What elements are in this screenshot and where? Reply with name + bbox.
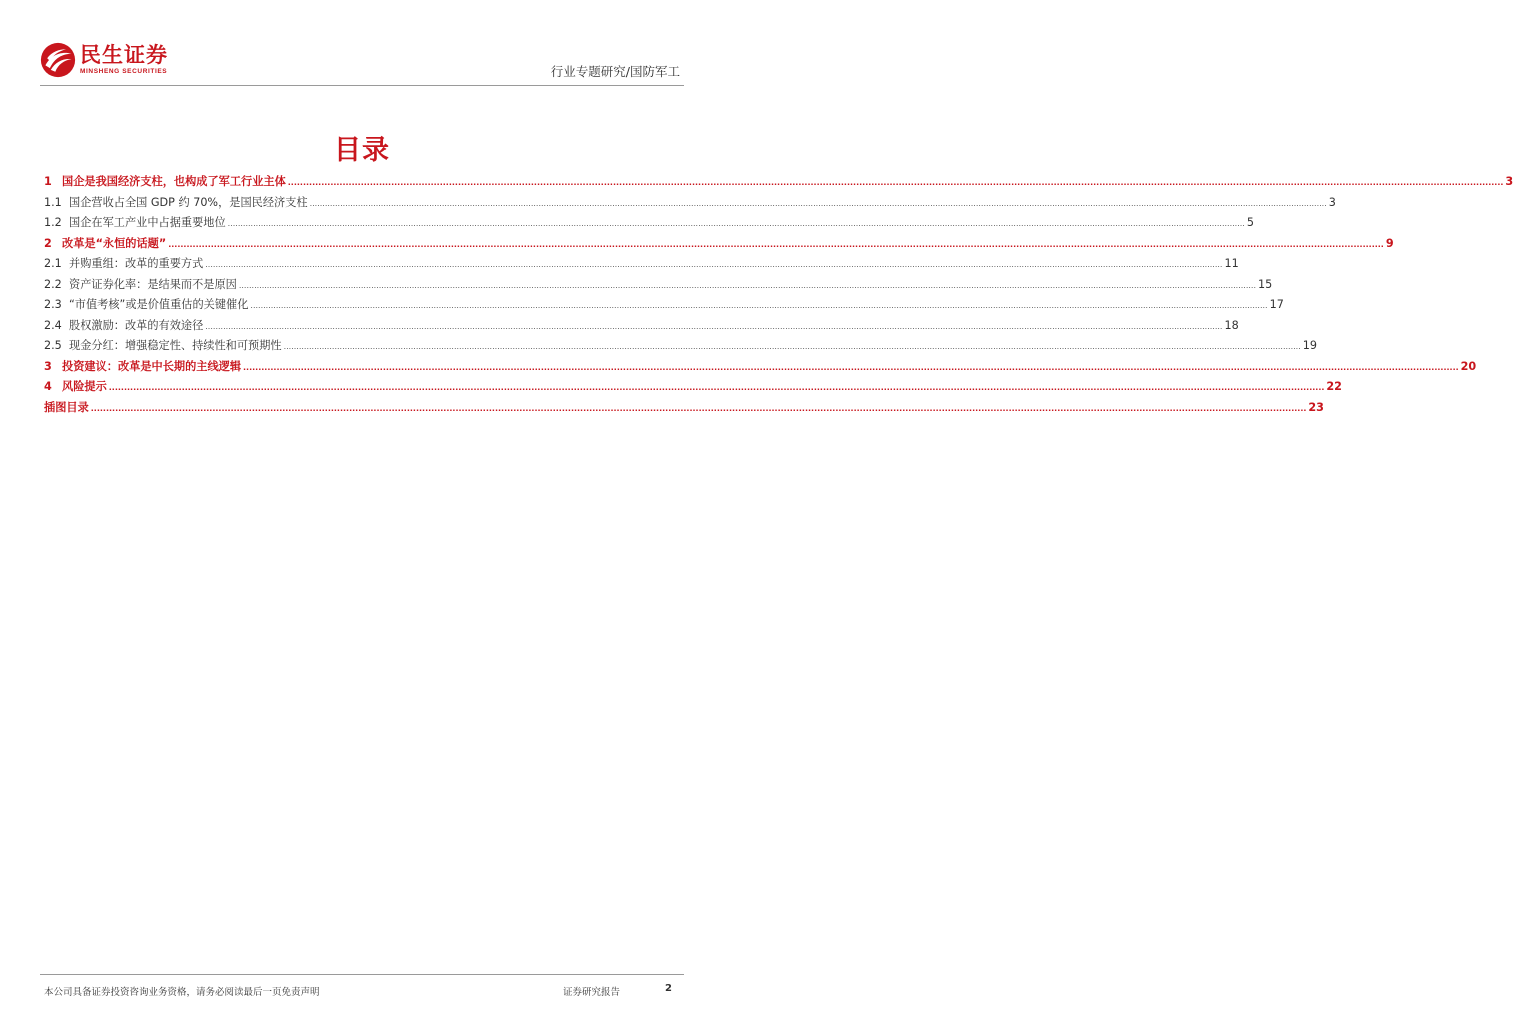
- toc-entry-number: 2: [44, 236, 52, 250]
- toc-entry[interactable]: [44, 173, 1513, 194]
- toc-entry-page: 9: [1385, 236, 1394, 250]
- toc-entry-number: 1.1: [44, 195, 62, 209]
- toc-leader-dots: ................................................................................................................................................................................................................................................................................................................................................................................................................: [243, 362, 1459, 372]
- toc-entry[interactable]: [44, 358, 1477, 379]
- toc-entry[interactable]: [44, 378, 1342, 399]
- toc-entry-text: 投资建议：改革是中长期的主线逻辑: [62, 359, 242, 373]
- page-title: 目录: [334, 135, 390, 166]
- toc-entry-text: 国企在军工产业中占据重要地位: [69, 216, 226, 229]
- toc-entry-label: [44, 194, 308, 210]
- header-divider: [40, 85, 684, 86]
- toc-entry-number: 2.2: [44, 277, 62, 291]
- logo-chinese-name: 民生证券: [80, 43, 168, 67]
- toc-leader-dots: ................................................................................................................................................................................................................................................................................................................................................................................................................: [205, 260, 1223, 269]
- toc-entry-label: [44, 276, 237, 292]
- toc-entry-number: 1.2: [44, 216, 62, 229]
- toc-entry-label: [44, 358, 241, 374]
- toc-entry-page: 17: [1269, 298, 1284, 311]
- toc-entry-label: [44, 255, 203, 271]
- page-number: 2: [665, 983, 672, 994]
- toc-leader-dots: ................................................................................................................................................................................................................................................................................................................................................................................................................: [283, 342, 1301, 351]
- toc-entry-text: “市值考核”或是价值重估的关键催化: [69, 298, 249, 311]
- toc-entry-page: 19: [1302, 339, 1318, 352]
- table-of-contents: [44, 173, 1513, 419]
- toc-entry[interactable]: [44, 317, 1239, 338]
- toc-entry-label: [44, 399, 89, 415]
- toc-entry-number: 2.4: [44, 318, 62, 332]
- page-header: [40, 38, 684, 86]
- toc-entry-text: 插图目录: [44, 400, 89, 414]
- toc-leader-dots: ................................................................................................................................................................................................................................................................................................................................................................................................................: [227, 219, 1245, 228]
- toc-entry[interactable]: [44, 214, 1254, 235]
- toc-leader-dots: ................................................................................................................................................................................................................................................................................................................................................................................................................: [90, 403, 1307, 413]
- toc-entry-label: [44, 317, 203, 333]
- toc-entry-text: 改革是“永恒的话题”: [62, 236, 167, 250]
- toc-entry[interactable]: [44, 399, 1324, 420]
- toc-entry-label: [44, 296, 248, 312]
- toc-entry-number: 4: [44, 380, 52, 393]
- company-logo: [40, 42, 168, 78]
- toc-entry-page: 22: [1326, 380, 1342, 393]
- logo-english-name: MINSHENG SECURITIES: [80, 68, 168, 75]
- toc-entry-page: 11: [1224, 257, 1239, 270]
- toc-entry[interactable]: [44, 235, 1394, 256]
- toc-entry-number: 2.1: [44, 257, 62, 270]
- toc-entry[interactable]: [44, 296, 1284, 317]
- toc-leader-dots: ................................................................................................................................................................................................................................................................................................................................................................................................................: [108, 383, 1325, 392]
- toc-entry-label: [44, 214, 226, 230]
- toc-entry-text: 并购重组：改革的重要方式: [69, 257, 204, 270]
- toc-entry-label: [44, 173, 286, 189]
- toc-entry-page: 5: [1246, 216, 1254, 229]
- toc-entry-page: 18: [1224, 318, 1239, 332]
- toc-entry-page: 3: [1328, 195, 1336, 209]
- toc-entry[interactable]: [44, 255, 1239, 276]
- toc-entry[interactable]: [44, 276, 1273, 297]
- toc-leader-dots: ................................................................................................................................................................................................................................................................................................................................................................................................................: [168, 239, 1384, 249]
- footer-disclaimer: 本公司具备证券投资咨询业务资格，请务必阅读最后一页免责声明: [44, 987, 320, 998]
- toc-leader-dots: ................................................................................................................................................................................................................................................................................................................................................................................................................: [287, 178, 1504, 187]
- toc-entry-number: 2.5: [44, 339, 62, 352]
- minsheng-logo-icon: [40, 42, 76, 78]
- toc-entry-text: 资产证券化率：是结果而不是原因: [69, 277, 237, 291]
- footer-divider: [40, 974, 684, 975]
- toc-entry-label: [44, 235, 166, 251]
- toc-entry-page: 20: [1460, 359, 1477, 373]
- toc-entry-page: 15: [1258, 277, 1273, 291]
- toc-entry-number: 1: [44, 175, 52, 188]
- toc-entry-label: [44, 378, 107, 394]
- toc-entry[interactable]: [44, 194, 1336, 215]
- toc-leader-dots: ................................................................................................................................................................................................................................................................................................................................................................................................................: [238, 280, 1257, 290]
- footer-report-type: 证券研究报告: [563, 987, 621, 998]
- toc-entry-page: 3: [1505, 175, 1513, 188]
- toc-entry[interactable]: [44, 337, 1318, 358]
- toc-entry-number: 3: [44, 359, 52, 373]
- toc-leader-dots: ................................................................................................................................................................................................................................................................................................................................................................................................................: [250, 301, 1268, 310]
- toc-entry-text: 风险提示: [62, 380, 107, 393]
- toc-entry-text: 国企营收占全国 GDP 约 70%，是国民经济支柱: [69, 195, 308, 209]
- toc-leader-dots: ................................................................................................................................................................................................................................................................................................................................................................................................................: [309, 198, 1327, 208]
- toc-entry-number: 2.3: [44, 298, 62, 311]
- toc-entry-text: 国企是我国经济支柱，也构成了军工行业主体: [62, 175, 286, 188]
- toc-entry-label: [44, 337, 282, 353]
- toc-entry-page: 23: [1308, 400, 1324, 414]
- report-category: 行业专题研究/国防军工: [550, 64, 680, 79]
- toc-entry-text: 现金分红：增强稳定性、持续性和可预期性: [69, 339, 282, 352]
- toc-entry-text: 股权激励：改革的有效途径: [69, 318, 204, 332]
- toc-leader-dots: ................................................................................................................................................................................................................................................................................................................................................................................................................: [205, 321, 1223, 331]
